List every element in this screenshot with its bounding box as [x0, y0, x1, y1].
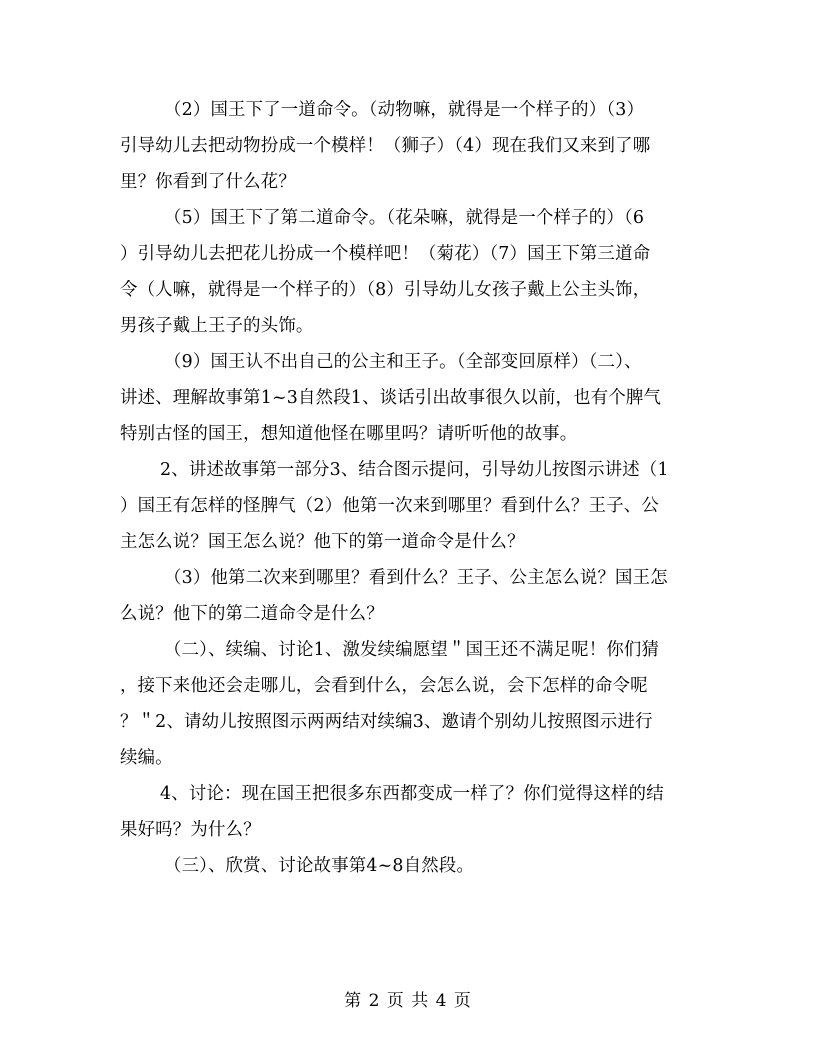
text-line: ）国王有怎样的怪脾气（2）他第一次来到哪里？看到什么？王子、公: [120, 496, 659, 516]
paragraph: [120, 560, 700, 632]
paragraph: [120, 92, 700, 200]
text-line: 里？你看到了什么花？: [120, 172, 296, 192]
text-line: 男孩子戴上王子的头饰。: [120, 316, 314, 336]
paragraph: [120, 200, 700, 344]
text-line: ）引导幼儿去把花儿扮成一个模样吧！（菊花）（7）国王下第三道命: [120, 244, 651, 264]
paragraph: [120, 452, 700, 560]
paragraph: [120, 632, 700, 776]
text-line: （三）、欣赏、讨论故事第4~8自然段。: [164, 856, 475, 876]
text-line: （5）国王下了第二道命令。（花朵嘛，就得是一个样子的）（6: [164, 208, 645, 228]
text-line: ？＂2、请幼儿按照图示两两结对续编3、邀请个别幼儿按照图示进行: [120, 712, 653, 732]
document-body: [120, 92, 700, 884]
text-line: （2）国王下了一道命令。（动物嘛，就得是一个样子的）（3）: [164, 100, 645, 120]
page-number-footer: 第 2 页 共 4 页: [344, 991, 472, 1011]
text-line: （二）、续编、讨论1、激发续编愿望＂国王还不满足呢！你们猜: [164, 640, 660, 660]
text-line: 果好吗？为什么？: [120, 820, 261, 840]
text-line: 主怎么说？国王怎么说？他下的第一道命令是什么？: [120, 532, 525, 552]
text-line: 2、讲述故事第一部分3、结合图示提问，引导幼儿按图示讲述（1: [160, 460, 669, 480]
text-line: 续编。: [120, 748, 173, 768]
text-line: 讲述、理解故事第1~3自然段1、谈话引出故事很久以前，也有个脾气: [120, 388, 662, 408]
text-line: 4、讨论：现在国王把很多东西都变成一样了？你们觉得这样的结: [160, 784, 664, 804]
text-line: 引导幼儿去把动物扮成一个模样！（狮子）（4）现在我们又来到了哪: [120, 136, 651, 156]
text-line: （9）国王认不出自己的公主和王子。（全部变回原样）（二）、: [164, 352, 642, 372]
paragraph: [120, 776, 700, 848]
text-line: 么说？他下的第二道命令是什么？: [120, 604, 384, 624]
paragraph: [120, 848, 700, 884]
text-line: （3）他第二次来到哪里？看到什么？王子、公主怎么说？国王怎: [164, 568, 668, 588]
text-line: ，接下来他还会走哪儿，会看到什么，会怎么说，会下怎样的命令呢: [120, 676, 648, 696]
paragraph: [120, 344, 700, 452]
text-line: 令（人嘛，就得是一个样子的）（8）引导幼儿女孩子戴上公主头饰，: [120, 280, 651, 300]
text-line: 特别古怪的国王，想知道他怪在哪里吗？请听听他的故事。: [120, 424, 578, 444]
